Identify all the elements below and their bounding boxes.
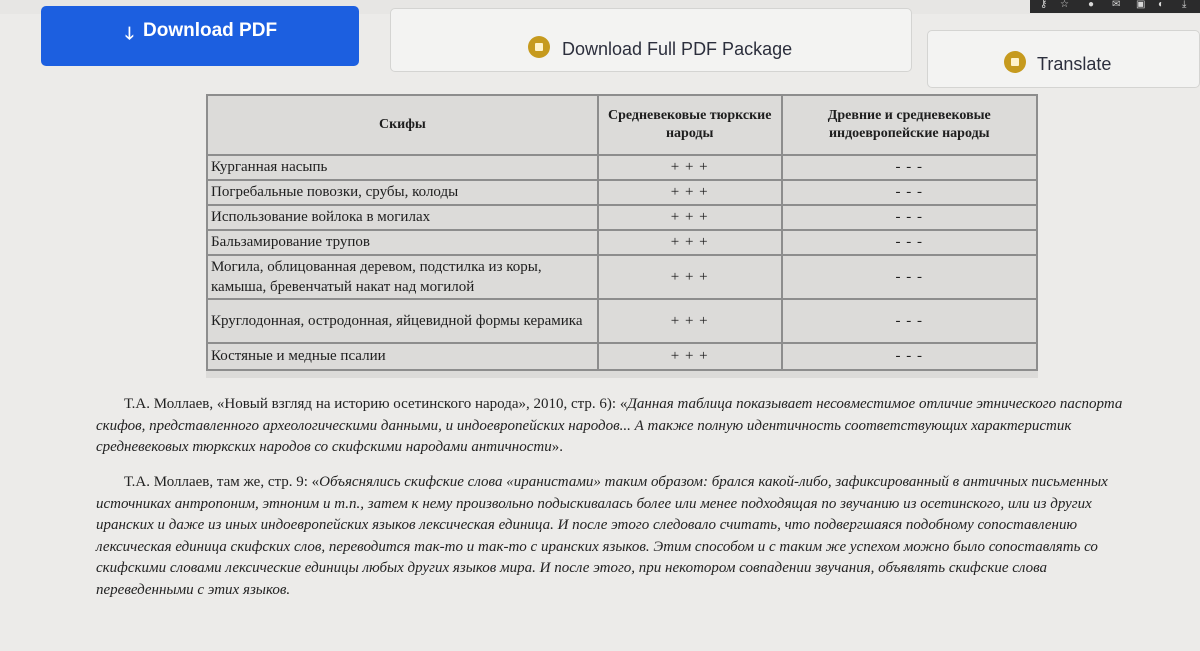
browser-toolbar [1030, 0, 1200, 13]
citation-paragraph-2 [96, 472, 1136, 601]
download-package-label: Download Full PDF Package [562, 39, 793, 59]
citation-quote: Данная таблица показывает несовместимое отличие этнического паспорта скифов, представленного археологическими данными, и индоевропейских народов... А также полную идентичность соответствующих характеристик средневековых тюркских народов со скифскими народами античности [96, 396, 1123, 455]
citation-quote: Объяснялись скифские слова «иранистами» таким образом: брался какой-либо, зафиксированный в античных письменных источниках антропоним, этноним и т.п., затем к нему произвольно подыскивалась более или менее подходящая по звучанию из осетинского, или из других иранских и даже из иных индоевропейских языков лексическая единица. И после этого следовало считать, что подвергшаяся подобному сопоставлению лексическая единица скифских слов, переводится так-то и так-то с иранских языков. Этим способом и с таким же успехом можно было сопоставлять со скифскими словами лексические единицы любых других языков мира. И после этого, при некотором совпадении звучания, объявлять скифские слова переведенными с этих языков. [96, 474, 1108, 598]
table-cell: + + + [598, 180, 782, 205]
citation-close: ». [551, 439, 563, 455]
citation-paragraph-1 [96, 394, 1136, 459]
lock-icon [1004, 51, 1026, 73]
table-cell: + + + [598, 299, 782, 343]
table-cell: Костяные и медные псалии [207, 343, 598, 370]
table-row [207, 155, 1037, 180]
table-cell: - - - [782, 205, 1037, 230]
download-package-button[interactable] [390, 8, 912, 72]
table-cell: - - - [782, 155, 1037, 180]
table-row [207, 180, 1037, 205]
table-cell: - - - [782, 255, 1037, 299]
table-cell: Круглодонная, остродонная, яйцевидной формы керамика [207, 299, 598, 343]
comparison-table [206, 94, 1038, 371]
table-cell: + + + [598, 255, 782, 299]
table-row [207, 230, 1037, 255]
table-row [207, 205, 1037, 230]
table-cell: Бальзамирование трупов [207, 230, 598, 255]
download-pdf-button[interactable] [41, 6, 359, 66]
table-cell: + + + [598, 155, 782, 180]
translate-button[interactable] [927, 30, 1200, 88]
lock-icon [528, 36, 550, 58]
key-icon[interactable]: ⚷ [1040, 0, 1048, 10]
translate-label: Translate [1037, 54, 1112, 74]
table-cell: + + + [598, 205, 782, 230]
table-cell: - - - [782, 180, 1037, 205]
arrow-down-icon: 🡓 [125, 24, 134, 43]
table-cell: - - - [782, 299, 1037, 343]
column-header: Скифы [207, 95, 598, 155]
table-cell: - - - [782, 343, 1037, 370]
column-header: Средневековые тюркские народы [598, 95, 782, 155]
table-cell: + + + [598, 343, 782, 370]
table-cell: Могила, облицованная деревом, подстилка из коры, камыша, бревенчатый накат над могилой [207, 255, 598, 299]
table-cell: - - - [782, 230, 1037, 255]
star-icon[interactable]: ☆ [1060, 0, 1069, 10]
download-pdf-label: Download PDF [143, 20, 278, 41]
citation-source: Т.А. Моллаев, «Новый взгляд на историю осетинского народа», 2010, стр. 6): « [124, 396, 628, 412]
table-cell: + + + [598, 230, 782, 255]
table-row [207, 343, 1037, 370]
citation-source: Т.А. Моллаев, там же, стр. 9: « [124, 474, 320, 490]
profile-icon[interactable]: ◐ [1158, 0, 1165, 10]
puzzle-icon[interactable]: ▣ [1136, 0, 1146, 10]
column-header: Древние и средневековые индоевропейские народы [782, 95, 1037, 155]
table-cell: Использование войлока в могилах [207, 205, 598, 230]
table-row [207, 299, 1037, 343]
table-cell: Курганная насыпь [207, 155, 598, 180]
mail-icon[interactable]: ✉ [1112, 0, 1121, 10]
download-icon[interactable]: ⤓ [1182, 0, 1187, 10]
table-cell: Погребальные повозки, срубы, колоды [207, 180, 598, 205]
extension-icon[interactable]: ● [1088, 0, 1095, 10]
table-header-row [207, 95, 1037, 155]
comparison-table-frame [206, 94, 1038, 378]
table-row [207, 255, 1037, 299]
